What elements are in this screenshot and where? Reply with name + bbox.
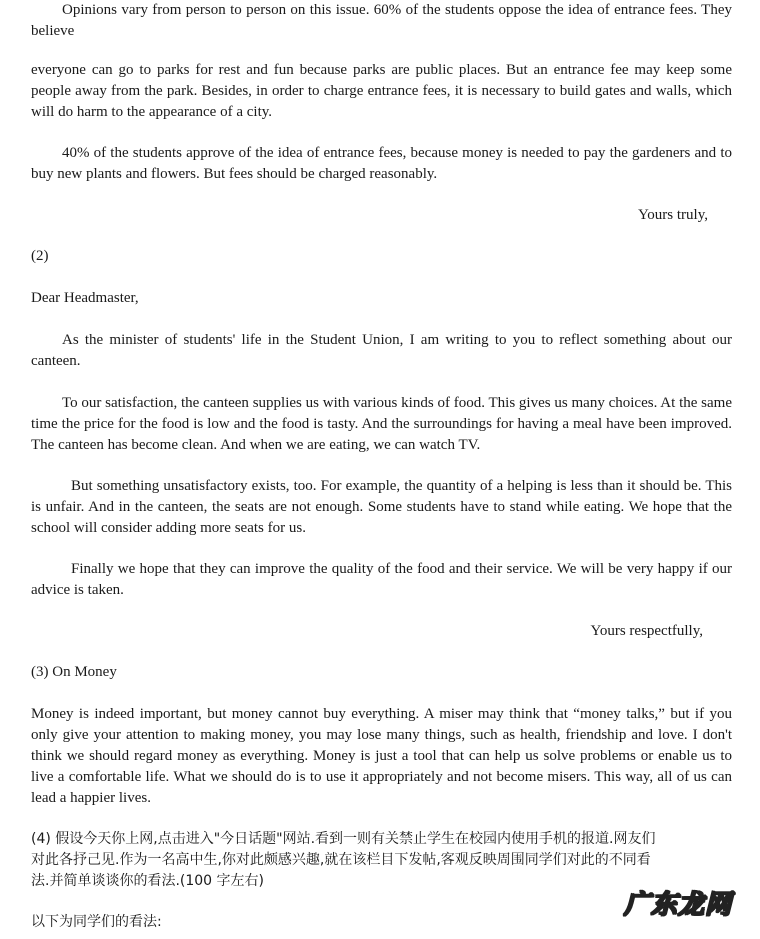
paragraph-everyone: everyone can go to parks for rest and fun because parks are public places. But an entrance fee may keep some people away from the park. Besides, in order to charge entrance fees, it is necessary to build gates and walls, which will do harm to the appearance of a city.: [31, 62, 732, 120]
letter-salutation: Dear Headmaster,: [31, 290, 139, 306]
paragraph-intro: As the minister of students' life in the Student Union, I am writing to you to reflect something about our canteen.: [31, 332, 732, 369]
paragraph-money: Money is indeed important, but money cannot buy everything. A miser may think that “money talks,” but if you only give your attention to making money, you may lose many things, such as health, friendship and love. I don't think we should regard money as everything. Money is just a tool that can help us solve problems or enable us to live a comfortable life. What we should do is to use it appropriately and not become misers. This way, all of us can lead a happier lives.: [31, 706, 732, 806]
views-intro: 以下为同学们的看法:: [31, 914, 162, 930]
task4-line1: (4) 假设今天你上网,点击进入"今日话题"网站.看到一则有关禁止学生在校园内使用手机的报道.网友们: [31, 831, 656, 847]
paragraph-approve: 40% of the students approve of the idea of entrance fees, because money is needed to pay the gardeners and to buy new plants and flowers. But fees should be charged reasonably.: [31, 145, 732, 182]
site-watermark-logo: 广东龙网: [624, 890, 733, 920]
paragraph-finally: Finally we hope that they can improve the quality of the food and their service. We will be very happy if our advice is taken.: [31, 561, 732, 598]
paragraph-satisfaction: To our satisfaction, the canteen supplies us with various kinds of food. This gives us many choices. At the same time the price for the food is low and the food is tasty. And the surroundings for having a meal have been improved. The canteen has become clean. And when we are eating, we can watch TV.: [31, 395, 732, 453]
section-number-2: (2): [31, 248, 49, 264]
closing-yours-respectfully: Yours respectfully,: [590, 623, 703, 639]
paragraph-opinions: Opinions vary from person to person on this issue. 60% of the students oppose the idea of entrance fees. They believe: [31, 2, 732, 39]
paragraph-unsatisfactory: But something unsatisfactory exists, too. For example, the quantity of a helping is less than it should be. This is unfair. And in the canteen, the seats are not enough. Some students have to stand while eating. We hope that the school will consider adding more seats for us.: [31, 478, 732, 536]
closing-yours-truly: Yours truly,: [637, 207, 708, 223]
task4-line2: 对此各抒己见.作为一名高中生,你对此颇感兴趣,就在该栏目下发帖,客观反映周围同学们对此的不同看: [31, 852, 651, 868]
task4-line3: 法.并简单谈谈你的看法.(100 字左右): [31, 873, 264, 889]
section-heading-on-money: (3) On Money: [31, 664, 117, 680]
